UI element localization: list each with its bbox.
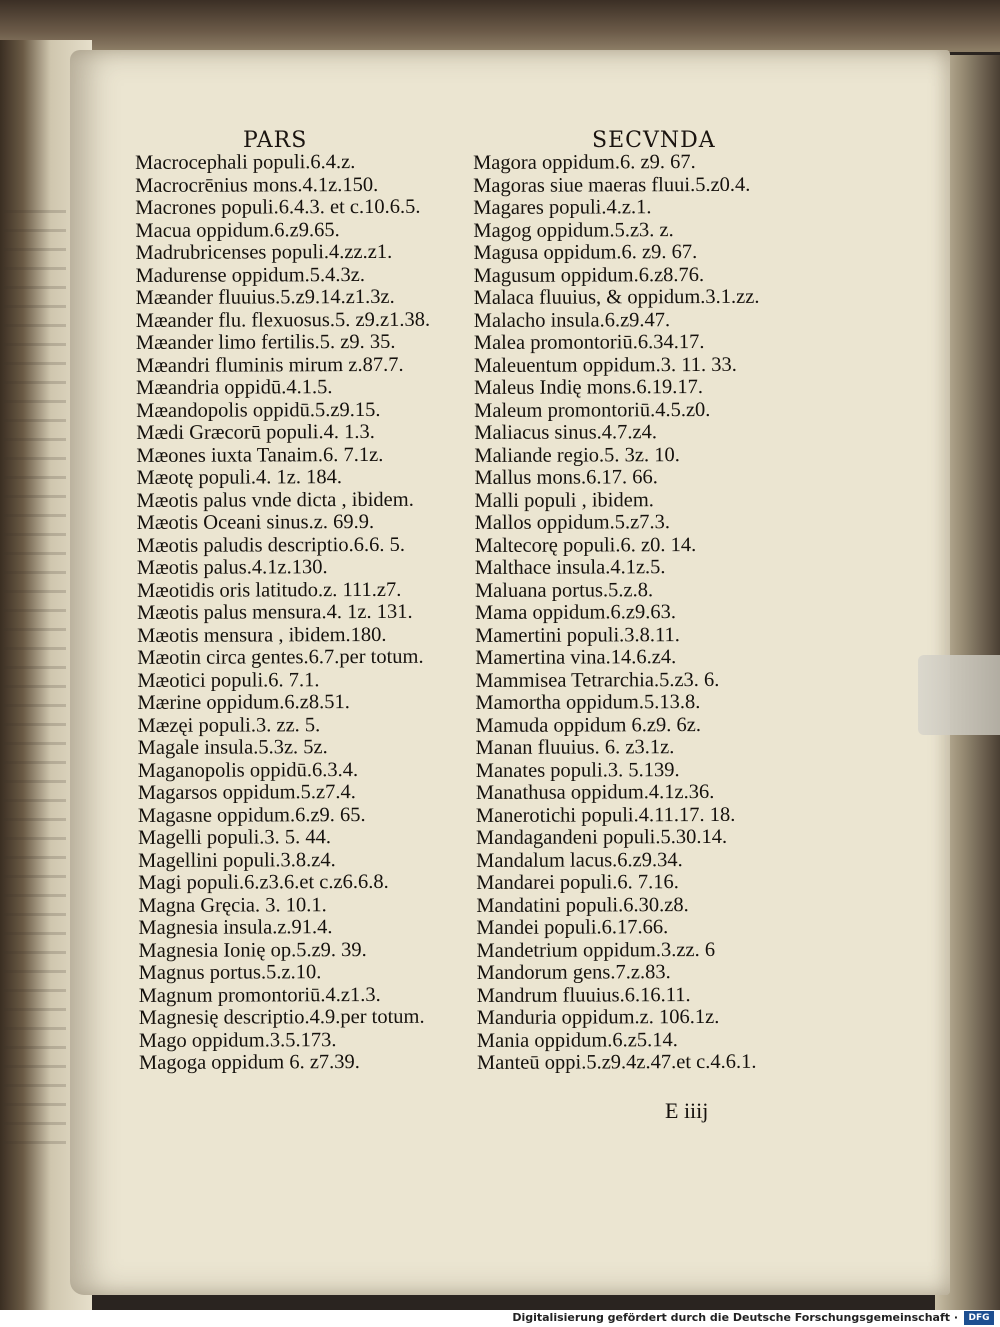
index-entry: Magusum oppidum.6.z8.76. [473, 263, 705, 287]
index-entry: Mandei populi.6.17.66. [476, 916, 669, 939]
index-entry: Malacho insula.6.z9.47. [473, 308, 671, 332]
index-entry: Mamortha oppidum.5.13.8. [475, 691, 701, 714]
index-entry: Mæotis palus.4.1z.130. [136, 556, 328, 579]
index-entry: Maleus Indię mons.6.19.17. [473, 375, 703, 399]
index-entry: Maltecorę populi.6. z0. 14. [474, 533, 697, 557]
index-column-left [135, 151, 433, 1075]
index-entry: Magarsos oppidum.5.z7.4. [137, 781, 356, 804]
index-entry: Madrubricenses populi.4.zz.z1. [135, 240, 393, 264]
index-entry: Manduria oppidum.z. 106.1z. [476, 1005, 720, 1029]
index-entry: Magora oppidum.6. z9. 67. [473, 151, 696, 174]
index-entry: Maleum promontoriū.4.5.z0. [474, 398, 711, 422]
index-entry: Malaca fluuius, & oppidum.3.1.zz. [473, 285, 760, 309]
index-entry: Mæandria oppidū.4.1.5. [135, 376, 333, 399]
digitization-footer [0, 1310, 1000, 1327]
index-entry: Magares populi.4.z.1. [473, 196, 652, 219]
index-entry: Mamertina vina.14.6.z4. [475, 646, 677, 669]
index-entry: Magna Gręcia. 3. 10.1. [138, 893, 327, 917]
index-entry: Mæones iuxta Tanaim.6. 7.1z. [136, 443, 384, 467]
index-entry: Mandalum lacus.6.z9.34. [476, 848, 683, 872]
signature-mark: E iiij [665, 1098, 709, 1123]
index-entry: Malli populi , ibidem. [474, 488, 654, 512]
index-entry: Maganopolis oppidū.6.3.4. [137, 758, 359, 782]
index-entry: Mandarei populi.6. 7.16. [476, 871, 679, 894]
index-entry: Mago oppidum.3.5.173. [138, 1028, 337, 1052]
index-entry: Mæander fluuius.5.z9.14.z1.3z. [135, 285, 395, 309]
running-head-right: SECVNDA [592, 128, 716, 153]
index-entry: Magi populi.6.z3.6.et c.z6.6.8. [138, 870, 389, 894]
index-entry: Mallos oppidum.5.z7.3. [474, 511, 670, 534]
index-entry: Magnesia Ionię op.5.z9. 39. [138, 938, 367, 962]
index-entry: Mæotis mensura , ibidem.180. [137, 623, 387, 647]
index-entry: Magelli populi.3. 5. 44. [137, 826, 332, 849]
index-entry: Mæotis Oceani sinus.z. 69.9. [136, 510, 375, 534]
index-entry: Magnum promontoriū.4.z1.3. [138, 983, 381, 1007]
index-entry: Magnesia insula.z.91.4. [138, 916, 333, 939]
index-entry: Magog oppidum.5.z3. z. [473, 218, 674, 242]
index-entry: Mammisea Tetrarchia.5.z3. 6. [475, 668, 720, 692]
index-entry: Mandrum fluuius.6.16.11. [476, 983, 691, 1007]
index-entry: Macua oppidum.6.z9.65. [135, 218, 340, 242]
index-entry: Maluana portus.5.z.8. [474, 578, 654, 602]
index-entry: Magoras siue maeras fluui.5.z0.4. [473, 173, 751, 197]
index-entry: Malthace insula.4.1z.5. [474, 556, 666, 579]
index-entry: Malea promontoriū.6.34.17. [473, 330, 705, 354]
index-entry: Mamuda oppidum 6.z9. 6z. [475, 713, 702, 737]
index-entry: Mæotis palus mensura.4. 1z. 131. [136, 600, 413, 624]
index-entry: Mæotę populi.4. 1z. 184. [136, 466, 343, 489]
index-entry: Maleuentum oppidum.3. 11. 33. [473, 353, 737, 377]
index-entry: Mandagandeni populi.5.30.14. [475, 825, 728, 849]
index-entry: Mæander flu. flexuosus.5. z9.z1.38. [135, 308, 431, 332]
index-entry: Macrones populi.6.4.3. et c.10.6.5. [135, 195, 421, 219]
index-entry: Magasne oppidum.6.z9. 65. [137, 803, 366, 827]
index-entry: Maliacus sinus.4.7.z4. [474, 421, 658, 444]
index-entry: Mæzęi populi.3. zz. 5. [137, 713, 321, 737]
index-entry: Mæandopolis oppidū.5.z9.15. [136, 398, 381, 422]
index-entry: Macrocephali populi.6.4.z. [135, 151, 356, 174]
index-entry: Mamertini populi.3.8.11. [475, 623, 680, 647]
index-entry: Mæotis paludis descriptio.6.6. 5. [136, 533, 405, 557]
index-entry: Manathusa oppidum.4.1z.36. [475, 780, 715, 804]
page-marker-tab [918, 655, 1000, 735]
running-head-left: PARS [243, 128, 308, 153]
funding-credit: Digitalisierung gefördert durch die Deutsche Forschungsgemeinschaft · [512, 1311, 958, 1324]
index-entry: Mania oppidum.6.z5.14. [476, 1028, 678, 1052]
index-entry: Magellini populi.3.8.z4. [138, 848, 336, 872]
index-entry: Mandorum gens.7.z.83. [476, 961, 671, 984]
index-entry: Macrocrēnius mons.4.1z.150. [135, 173, 379, 197]
index-entry: Mærine oppidum.6.z8.51. [137, 691, 350, 714]
index-entry: Mæotin circa gentes.6.7.per totum. [137, 645, 424, 669]
dfg-logo: DFG [964, 1311, 994, 1325]
index-entry: Manteū oppi.5.z9.4z.47.et c.4.6.1. [476, 1050, 757, 1074]
index-entry: Manerotichi populi.4.11.17. 18. [475, 803, 736, 827]
index-column-right [473, 151, 763, 1075]
index-entry: Maliande regio.5. 3z. 10. [474, 443, 680, 467]
index-entry: Mæotidis oris latitudo.z. 111.z7. [136, 578, 402, 602]
index-entry: Mæander limo fertilis.5. z9. 35. [135, 330, 396, 354]
index-entry: Manan fluuius. 6. z3.1z. [475, 736, 675, 759]
left-page-text-fragment [4, 210, 66, 1160]
index-entry: Mædi Græcorū populi.4. 1.3. [136, 420, 375, 444]
index-entry: Magoga oppidum 6. z7.39. [138, 1051, 360, 1074]
index-entry: Mæotis palus vnde dicta , ibidem. [136, 488, 414, 512]
index-entry: Manates populi.3. 5.139. [475, 758, 680, 782]
index-entry: Mæandri fluminis mirum z.87.7. [135, 353, 404, 377]
index-entry: Magnesię descriptio.4.9.per totum. [138, 1005, 425, 1029]
index-entry: Mallus mons.6.17. 66. [474, 466, 658, 489]
index-entry: Magusa oppidum.6. z9. 67. [473, 241, 698, 264]
book-top-edge [0, 0, 1000, 52]
index-entry: Mama oppidum.6.z9.63. [474, 601, 677, 624]
index-entry: Magale insula.5.3z. 5z. [137, 736, 328, 759]
index-entry: Mæotici populi.6. 7.1. [137, 668, 320, 692]
index-entry: Magnus portus.5.z.10. [138, 961, 322, 984]
index-entry: Mandatini populi.6.30.z8. [476, 893, 689, 917]
index-entry: Mandetrium oppidum.3.zz. 6 [476, 938, 716, 962]
index-entry: Madurense oppidum.5.4.3z. [135, 263, 366, 287]
